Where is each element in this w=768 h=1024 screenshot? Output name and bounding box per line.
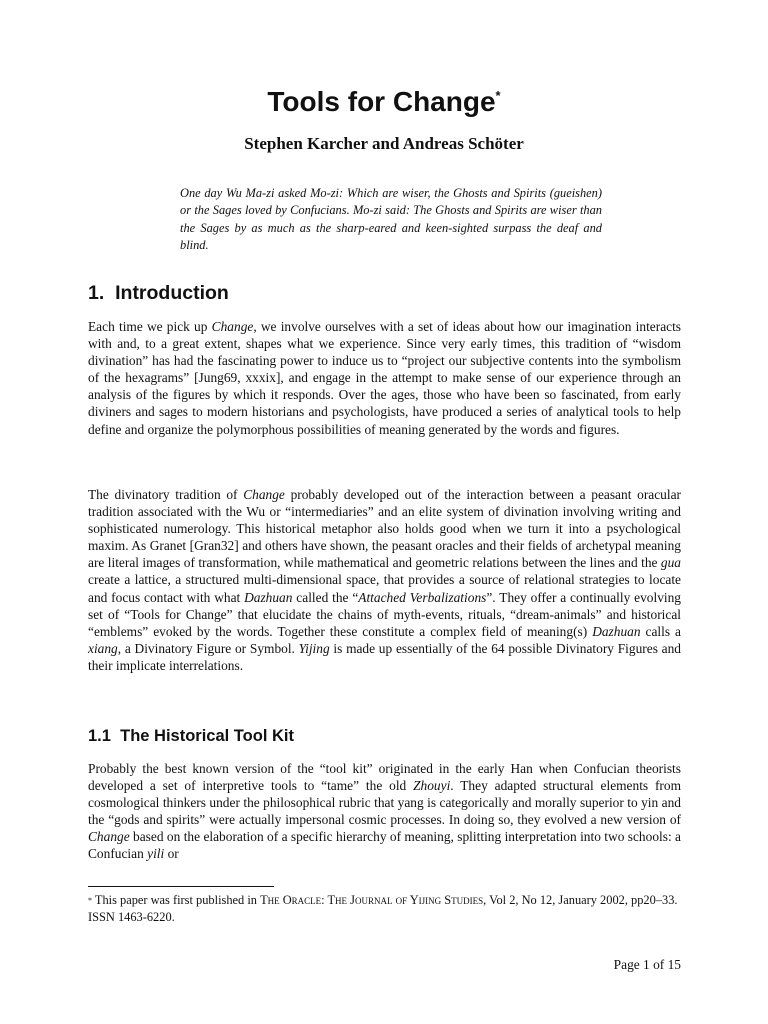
title-text: Tools for Change	[267, 86, 496, 117]
text-run: based on the elaboration of a specific hierarchy of meaning, splitting interpretation into two schools: a Confucian	[88, 829, 681, 862]
text-run: calls a	[640, 623, 681, 639]
text-run: is made up essentially of the 64 possible Divinatory Figures and their implicate interrelations.	[88, 640, 681, 673]
italic-run: yili	[147, 846, 165, 862]
italic-run: Zhouyi	[413, 778, 451, 794]
page-number: Page 1 of 15	[613, 957, 681, 972]
text-run: Probably the best known version of the “tool kit” originated in the early Han when Confucian theorists developed a set of interpretive tools to “tame” the old	[88, 761, 681, 794]
italic-run: Change	[243, 487, 285, 502]
text-run: , Vol 2, No 12, January 2002, pp20–33. ISSN 1463-6220.	[88, 893, 678, 924]
italic-run: Dazhuan	[592, 623, 641, 639]
paper-title	[0, 84, 768, 120]
text-run: , a Divinatory Figure or Symbol.	[117, 640, 299, 656]
text-run: or	[164, 846, 179, 862]
section-heading-introduction	[88, 281, 229, 305]
text-run: called the “	[292, 589, 359, 605]
intro-paragraph-1	[88, 318, 681, 438]
epigraph: One day Wu Ma-zi asked Mo-zi: Which are wiser, the Ghosts and Spirits (gueishen) or the Sages loved by Confucians. Mo-zi said: The Ghosts and Spirits are wiser than the Sages by as much as the sharp-eared and keen-sighted surpass the deaf and blind.	[180, 186, 602, 252]
italic-run: gua	[660, 555, 681, 571]
title-footnote-mark: *	[495, 88, 501, 103]
tool-kit-paragraph-1	[88, 760, 681, 863]
text-run: , we involve ourselves with a set of ideas about how our imagination interacts with and, to a great extent, shapes what we experience. Since very early times, this tradition of “wisdom divination” has had the fascinating power to induce us to “project our subjective contents into the symbolism of the hexagrams” [Jung69, xxxix], and engage in the attempt to make sense of our experience through an analysis of the figures by which it responds. Over the ages, those who have been so fascinated, from early diviners and sages to modern historians and psychologists, have produced a series of analytical tools to help define and organize the polymorphous possibilities of meaning generated by the words and figures.	[88, 319, 682, 437]
footnote-mark: *	[88, 896, 92, 905]
journal-name: The Oracle: The Journal of Yijing Studies	[260, 893, 484, 907]
text-run: Each time we pick up	[88, 319, 212, 334]
text-run: This paper was first published in	[92, 893, 261, 907]
section-number: 1.	[88, 282, 105, 304]
subsection-heading-historical-tool-kit	[88, 725, 294, 747]
text-run: ”. They offer a continually evolving set of “Tools for Change” that elucidate the chains of myth-events, rituals, “dream-animals” and historical “emblems” evoked by the words. Together these constitute a complex field of meaning(s)	[88, 589, 682, 639]
italic-run: Change	[88, 829, 130, 845]
text-run: . They adapted structural elements from cosmological thinkers under the philosophical rubric that yang is categorically and morally superior to yin and the “gods and spirits” were actually impersonal cosmic processes. In doing so, they evolved a new version of	[88, 778, 682, 828]
intro-paragraph-2	[88, 486, 681, 674]
footnote-divider	[88, 886, 274, 887]
italic-run: Attached Verbalizations	[358, 589, 487, 605]
section-title: Introduction	[115, 282, 229, 304]
authors: Stephen Karcher and Andreas Schöter	[244, 134, 524, 153]
text-run: probably developed out of the interaction between a peasant oracular tradition associated with the Wu or “intermediaries” and an elite system of divination involving writing and sophisticated numerology. This historical metaphor also holds good when we turn it into a psychological maxim. As Granet [Gran32] and others have shown, the peasant oracles and their fields of archetypal meaning are literal images of transformation, while mathematical and geometric relations between the lines and the	[88, 487, 681, 571]
text-run: create a lattice, a structured multi-dimensional space, that provides a source of relational strategies to locate and focus contact with what	[88, 572, 681, 605]
footnote	[88, 892, 681, 926]
italic-run: Yijing	[298, 640, 330, 656]
italic-run: Change	[211, 319, 254, 334]
subsection-number: 1.1	[88, 727, 111, 745]
italic-run: xiang	[88, 640, 118, 656]
italic-run: Dazhuan	[244, 589, 293, 605]
text-run: The divinatory tradition of	[88, 487, 244, 502]
subsection-title: The Historical Tool Kit	[120, 727, 294, 745]
